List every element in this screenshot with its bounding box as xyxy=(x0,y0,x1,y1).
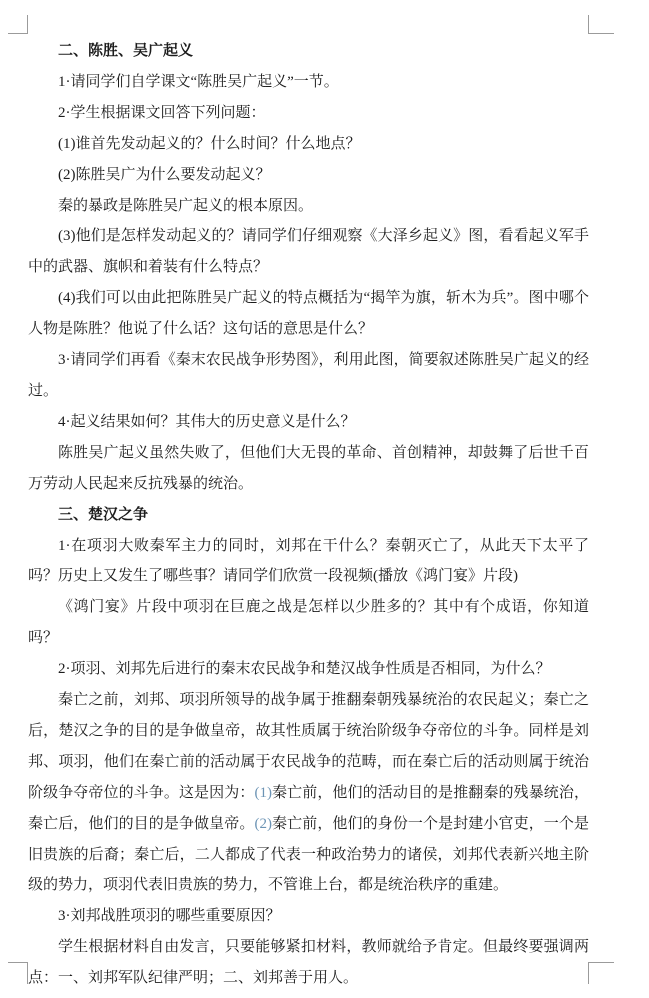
text-run: 三、楚汉之争 xyxy=(58,506,149,523)
text-boundary-mark-top-left-icon xyxy=(8,15,28,34)
text-run: 1·在项羽大败秦军主力的同时，刘邦在干什么？秦朝灭亡了，从此天下太平了吗？历史上又发生了哪些事？请同学们欣赏一段视频(播放《鸿门宴》片段) xyxy=(28,537,589,585)
paragraph xyxy=(28,932,589,994)
paragraph xyxy=(28,345,589,407)
text-run: 二、陈胜、吴广起义 xyxy=(58,43,194,59)
section-heading xyxy=(28,500,589,531)
paragraph xyxy=(28,98,589,129)
text-run: 秦亡之前，刘邦、项羽所领导的战争属于推翻秦朝残暴统治的农民起义；秦亡之后，楚汉之争的目的是争做皇帝，故其性质属于统治阶级争夺帝位的斗争。同样是刘邦、项羽，他们在秦亡前的活动属于农民战争的范畴，而在秦亡后的活动则属于统治阶级争夺帝位的斗争。这是因为： xyxy=(28,692,589,801)
text-boundary-mark-bottom-left-icon xyxy=(8,962,28,984)
text-run: 4·起义结果如何？其伟大的历史意义是什么？ xyxy=(58,413,356,430)
text-run: 1·请同学们自学课文“陈胜吴广起义”一节。 xyxy=(58,73,339,90)
text-run: 2·学生根据课文回答下列问题： xyxy=(58,104,266,121)
text-run: 学生根据材料自由发言，只要能够紧扣材料，教师就给予肯定。但最终要强调两点：一、刘邦军队纪律严明；二、刘邦善于用人。 xyxy=(28,939,589,987)
text-run: (3)他们是怎样发动起义的？请同学们仔细观察《大泽乡起义》图，看看起义军手中的武器、旗帜和着装有什么特点？ xyxy=(28,228,589,276)
paragraph xyxy=(28,438,589,500)
text-run: 秦亡前，他们的活动目的是推翻秦的残暴统治，秦亡后，他们的目的是争做皇帝。 xyxy=(28,784,589,832)
text-run: 3·刘邦战胜项羽的哪些重要原因？ xyxy=(58,908,281,925)
text-boundary-mark-bottom-right-icon xyxy=(588,962,614,984)
text-run: (4)我们可以由此把陈胜吴广起义的特点概括为“揭竿为旗，斩木为兵”。图中哪个人物是陈胜？他说了什么话？这句话的意思是什么？ xyxy=(28,290,589,338)
paragraph xyxy=(28,407,589,438)
text-run: 3·请同学们再看《秦末农民战争形势图》，利用此图，简要叙述陈胜吴广起义的经过。 xyxy=(28,352,589,399)
text-run: 秦亡前，他们的身份一个是封建小官吏，一个是旧贵族的后裔；秦亡后，二人都成了代表一种政治势力的诸侯，刘邦代表新兴地主阶级的势力，项羽代表旧贵族的势力，不管谁上台，都是统治秩序的重建。 xyxy=(28,815,589,894)
paragraph xyxy=(28,592,589,654)
paragraph xyxy=(28,191,589,222)
paragraph xyxy=(28,67,589,98)
text-run: 秦的暴政是陈胜吴广起义的根本原因。 xyxy=(58,197,314,214)
text-run: 《鸿门宴》片段中项羽在巨鹿之战是怎样以少胜多的？其中有个成语，你知道吗？ xyxy=(28,599,589,647)
paragraph xyxy=(28,901,589,932)
text-run: 2·项羽、刘邦先后进行的秦末农民战争和楚汉战争性质是否相同，为什么？ xyxy=(58,661,551,678)
inline-number-marker: (1) xyxy=(254,784,272,801)
paragraph xyxy=(28,129,589,160)
paragraph xyxy=(28,531,589,593)
document-text-area[interactable] xyxy=(28,36,589,994)
section-heading xyxy=(28,36,589,67)
paragraph xyxy=(28,283,589,345)
paragraph xyxy=(28,160,589,191)
paragraph xyxy=(28,654,589,685)
paragraph xyxy=(28,221,589,283)
text-run: (1)谁首先发动起义的？什么时间？什么地点？ xyxy=(58,135,361,152)
text-boundary-mark-top-right-icon xyxy=(588,15,614,34)
text-run: (2)陈胜吴广为什么要发动起义？ xyxy=(58,166,271,183)
inline-number-marker: (2) xyxy=(254,815,272,832)
text-run: 陈胜吴广起义虽然失败了，但他们大无畏的革命、首创精神，却鼓舞了后世千百万劳动人民起来反抗残暴的统治。 xyxy=(28,444,589,492)
paragraph xyxy=(28,685,589,901)
